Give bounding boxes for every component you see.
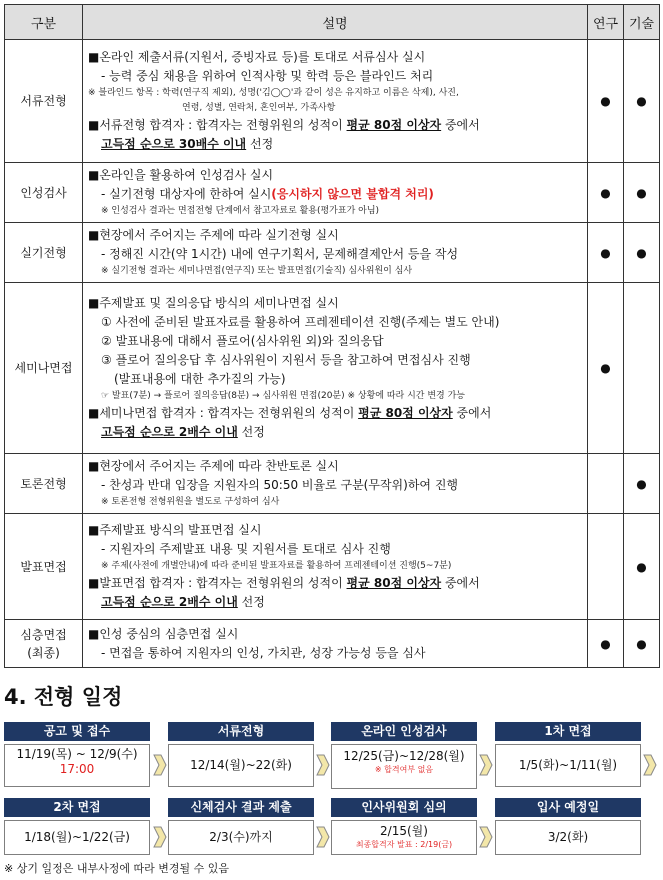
technical-mark: ● xyxy=(624,40,660,163)
desc-note: ※ 인성검사 결과는 면접전형 단계에서 참고자료로 활용(평가표가 아님) xyxy=(101,206,380,216)
desc-line: ■인성 중심의 심층면접 실시 xyxy=(88,626,239,641)
desc-line: 고득점 순으로 2배수 이내 선정 xyxy=(101,425,265,439)
research-mark xyxy=(588,454,624,514)
research-mark: ● xyxy=(588,40,624,163)
desc-line: ① 사전에 준비된 발표자료를 활용하여 프레젠테이션 진행(주제는 별도 안내) xyxy=(101,315,500,329)
table-row xyxy=(5,283,660,454)
arrow-icon xyxy=(479,826,493,848)
row-description xyxy=(83,223,588,283)
schedule-heading: 4. 전형 일정 xyxy=(4,685,123,709)
technical-mark: ● xyxy=(624,223,660,283)
step-title: 1차 면접 xyxy=(495,722,641,741)
technical-mark: ● xyxy=(624,620,660,668)
header-technical: 기술 xyxy=(624,5,660,40)
row-description xyxy=(83,514,588,620)
category-line: (최종) xyxy=(27,645,60,660)
row-category xyxy=(5,620,83,668)
step-title: 인사위원회 심의 xyxy=(331,798,477,817)
desc-line: 고득점 순으로 30배수 이내 선정 xyxy=(101,137,274,151)
desc-line: ■세미나면접 합격자 : 합격자는 전형위원의 성적이 평균 80점 이상자 중에서 xyxy=(88,406,492,420)
step-title: 공고 및 접수 xyxy=(4,722,150,741)
desc-line: - 실기전형 대상자에 한하여 실시(응시하지 않으면 불합격 처리) xyxy=(101,187,434,201)
row-category: 서류전형 xyxy=(5,40,83,163)
step-date: 1/18(월)~1/22(금) xyxy=(24,830,130,844)
table-header-row xyxy=(5,5,660,40)
screening-table xyxy=(4,4,660,668)
desc-note: ※ 토론전형 전형위원을 별도로 구성하여 심사 xyxy=(101,497,280,507)
step-date: 1/5(화)~1/11(월) xyxy=(518,758,618,772)
step-date-box xyxy=(495,744,641,787)
step-date: 12/25(금)~12/28(월) xyxy=(343,749,465,763)
row-description xyxy=(83,40,588,163)
step-date-box xyxy=(495,820,641,855)
step-title: 2차 면접 xyxy=(4,798,150,817)
desc-line: ■서류전형 합격자 : 합격자는 전형위원의 성적이 평균 80점 이상자 중에서 xyxy=(88,118,480,132)
desc-line: ■주제발표 및 질의응답 방식의 세미나면접 실시 xyxy=(88,296,339,310)
arrow-icon xyxy=(153,754,167,776)
step-title: 입사 예정일 xyxy=(495,798,641,817)
technical-mark: ● xyxy=(624,514,660,620)
research-mark xyxy=(588,514,624,620)
desc-line: ② 발표내용에 대해서 플로어(심사위원 외)와 질의응답 xyxy=(101,334,384,348)
desc-line: - 찬성과 반대 입장을 지원자의 50:50 비율로 구분(무작위)하여 진행 xyxy=(101,478,459,492)
step-date-box xyxy=(331,820,477,855)
header-category: 구분 xyxy=(5,5,83,40)
technical-mark: ● xyxy=(624,454,660,514)
arrow-icon xyxy=(479,754,493,776)
desc-line: ■온라인 제출서류(지원서, 증빙자료 등)를 토대로 서류심사 실시 xyxy=(88,50,426,64)
step-date: 3/2(화) xyxy=(547,830,589,844)
arrow-icon xyxy=(643,754,657,776)
step-date-box xyxy=(168,820,314,855)
research-mark: ● xyxy=(588,620,624,668)
step-title: 서류전형 xyxy=(168,722,314,741)
row-category: 토론전형 xyxy=(5,454,83,514)
step-date: 2/3(수)까지 xyxy=(209,830,273,844)
desc-line: - 지원자의 주제발표 내용 및 지원서를 토대로 심사 진행 xyxy=(101,542,391,556)
step-date-box xyxy=(331,744,477,789)
table-row xyxy=(5,454,660,514)
row-description xyxy=(83,163,588,223)
desc-line: ■발표면접 합격자 : 합격자는 전형위원의 성적이 평균 80점 이상자 중에서 xyxy=(88,576,480,590)
schedule-footnote: ※ 상기 일정은 내부사정에 따라 변경될 수 있음 xyxy=(4,862,229,875)
desc-line: - 면접을 통하여 지원자의 인성, 가치관, 성장 가능성 등을 심사 xyxy=(101,645,426,660)
row-description xyxy=(83,283,588,454)
step-date: 2/15(월) xyxy=(380,824,428,838)
desc-line: ■주제발표 방식의 발표면접 실시 xyxy=(88,523,262,537)
desc-line: ■온라인을 활용하여 인성검사 실시 xyxy=(88,168,274,182)
table-row xyxy=(5,223,660,283)
row-category: 세미나면접 xyxy=(5,283,83,454)
table-row xyxy=(5,163,660,223)
technical-mark: ● xyxy=(624,163,660,223)
table-row xyxy=(5,514,660,620)
desc-note: ☞ 발표(7분) → 플로어 질의응답(8분) → 심사위원 면접(20분) ※ 상황에 따라 시간 변경 가능 xyxy=(101,391,465,401)
step-title: 온라인 인성검사 xyxy=(331,722,477,741)
row-category: 발표면접 xyxy=(5,514,83,620)
step-date-box xyxy=(4,744,150,787)
row-category: 실기전형 xyxy=(5,223,83,283)
step-note: 최종합격자 발표 : 2/19(금) xyxy=(355,840,453,849)
arrow-icon xyxy=(316,754,330,776)
desc-line: 고득점 순으로 2배수 이내 선정 xyxy=(101,595,265,609)
header-description: 설명 xyxy=(83,5,588,40)
row-category: 인성검사 xyxy=(5,163,83,223)
step-date-box xyxy=(168,744,314,787)
desc-note: ※ 실기전형 결과는 세미나면접(연구직) 또는 발표면접(기술직) 심사위원이 심사 xyxy=(101,266,413,276)
technical-mark xyxy=(624,283,660,454)
step-date: 12/14(월)~22(화) xyxy=(190,758,292,772)
desc-line: (발표내용에 대한 추가질의 가능) xyxy=(114,372,286,386)
row-description xyxy=(83,620,588,668)
arrow-icon xyxy=(316,826,330,848)
step-date: 11/19(목) ~ 12/9(수) xyxy=(16,747,138,761)
desc-line: ■현장에서 주어지는 주제에 따라 실기전형 실시 xyxy=(88,228,339,242)
research-mark: ● xyxy=(588,163,624,223)
step-time: 17:00 xyxy=(59,762,95,776)
research-mark: ● xyxy=(588,283,624,454)
arrow-icon xyxy=(153,826,167,848)
category-line: 심층면접 xyxy=(20,627,67,642)
desc-line: ③ 플로어 질의응답 후 심사위원이 지원서 등을 참고하여 면접심사 진행 xyxy=(101,353,471,367)
desc-note: 연령, 성별, 연락처, 혼인여부, 가족사항 xyxy=(182,103,336,113)
research-mark: ● xyxy=(588,223,624,283)
table-row xyxy=(5,40,660,163)
desc-note: ※ 블라인드 항목 : 학력(연구직 제외), 성명('김◯◯'과 같이 성은 유지하고 이름은 삭제), 사진, xyxy=(88,88,459,98)
step-title: 신체검사 결과 제출 xyxy=(168,798,314,817)
table-row xyxy=(5,620,660,668)
desc-note: ※ 주제(사전에 개별안내)에 따라 준비된 발표자료를 활용하여 프레젠테이션 진행(5~7분) xyxy=(101,561,452,571)
step-note: ※ 합격여부 없음 xyxy=(374,765,434,774)
step-date-box xyxy=(4,820,150,855)
desc-line: - 능력 중심 채용을 위하여 인적사항 및 학력 등은 블라인드 처리 xyxy=(101,69,434,83)
row-description xyxy=(83,454,588,514)
header-research: 연구 xyxy=(588,5,624,40)
desc-line: ■현장에서 주어지는 주제에 따라 찬반토론 실시 xyxy=(88,459,339,473)
desc-line: - 정해진 시간(약 1시간) 내에 연구기획서, 문제해결제안서 등을 작성 xyxy=(101,247,459,261)
